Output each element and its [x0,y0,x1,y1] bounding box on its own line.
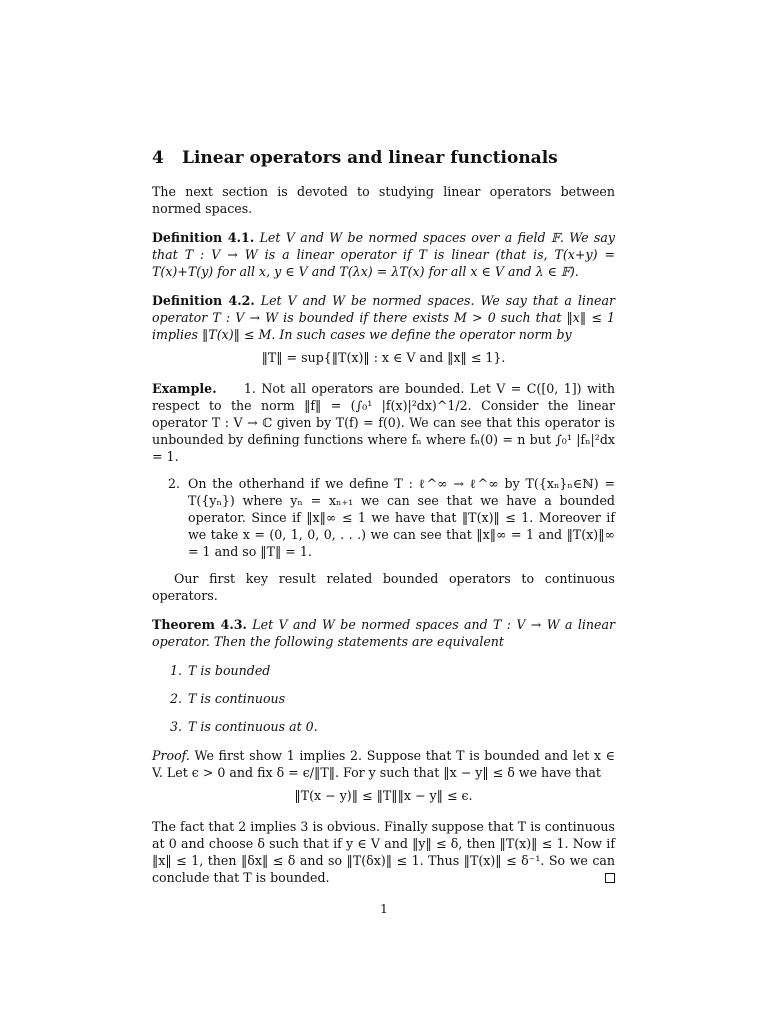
definition-label: Definition 4.1. [152,230,255,245]
theorem-item-text: T is continuous [188,691,286,706]
proof-paragraph [152,747,615,781]
theorem-item-text: T is bounded [188,663,271,678]
example-item-text: Not all operators are bounded. Let V = C([0, 1]) with respect to the norm ‖f‖ = (∫₀¹ |f(x)|²dx)^1/2. Consider the linear operator T : V → ℂ given by T(f) = f(0). We can see that this operator is unbounded by defining functions where fₙ where fₙ(0) = n but ∫₀¹ |fₙ|²dx = 1. [152,381,615,464]
example-item-2 [152,475,615,560]
definition-label: Definition 4.2. [152,293,255,308]
theorem-item [152,690,615,707]
theorem-item-label: 2. [170,691,183,706]
section-title: Linear operators and linear functionals [182,148,558,168]
proof-closing [152,818,615,886]
example-item-label: 2. [168,476,181,491]
section-number: 4 [152,148,164,168]
theorem-label: Theorem 4.3. [152,617,247,632]
theorem-item-label: 1. [170,663,183,678]
definition-text: Let V and W be normed spaces. We say that a linear operator T : V → W is bounded if there exists M > 0 such that ‖x‖ ≤ 1 implies ‖T(x)‖ ≤ M. In such cases we define the operator norm by [152,293,615,342]
theorem-item [152,662,615,679]
theorem-4-3 [152,616,615,650]
proof-text: We first show 1 implies 2. Suppose that T is bounded and let x ∈ V. Let ϵ > 0 and fix δ = ϵ/‖T‖. For y such that ‖x − y‖ ≤ δ we have that [152,748,615,780]
section-heading [152,150,615,167]
theorem-list [152,662,615,735]
intro-paragraph: The next section is devoted to studying linear operators between normed spaces. [152,184,615,216]
example-item-label: 1. [243,381,256,396]
example-block [152,380,615,560]
proof-closing-text: The fact that 2 implies 3 is obvious. Finally suppose that T is continuous at 0 and choose δ such that if y ∈ V and ‖y‖ ≤ δ, then ‖T(x)‖ ≤ 1. Now if ‖x‖ ≤ 1, then ‖δx‖ ≤ δ and so ‖T(δx)‖ ≤ 1. Thus ‖T(x)‖ ≤ δ⁻¹. So we can conclude that T is bounded. [152,819,615,885]
definition-4-2 [152,292,615,343]
definition-text: Let V and W be normed spaces over a field 𝔽. We say that T : V → W is a linear operator if T is linear (that is, T(x+y) = T(x)+T(y) for all x, y ∈ V and T(λx) = λT(x) for all x ∈ V and λ ∈ 𝔽). [152,230,615,279]
page-number: 1 [380,902,388,916]
key-result-paragraph: Our first key result related bounded operators to continuous operators. [152,571,615,603]
theorem-item-text: T is continuous at 0. [188,719,318,734]
example-item-1 [152,380,615,465]
operator-norm-equation: ‖T‖ = sup{‖T(x)‖ : x ∈ V and ‖x‖ ≤ 1}. [261,350,506,365]
definition-4-1 [152,229,615,280]
theorem-text: Let V and W be normed spaces and T : V → W a linear operator. Then the following statements are equivalent [152,617,615,649]
example-label: Example. [152,381,217,396]
page-body [152,150,615,898]
theorem-item-label: 3. [170,719,183,734]
proof-equation: ‖T(x − y)‖ ≤ ‖T‖‖x − y‖ ≤ ϵ. [294,788,473,803]
qed-square-icon [605,873,615,883]
theorem-item [152,718,615,735]
proof-label: Proof. [152,748,190,763]
example-item-text: On the otherhand if we define T : ℓ^∞ → ℓ^∞ by T({xₙ}ₙ∈ℕ) = T({yₙ}) where yₙ = xₙ₊₁ we can see that we have a bounded operator. Since if ‖x‖∞ ≤ 1 we have that ‖T(x)‖ ≤ 1. Moreover if we take x = (0, 1, 0, 0, . . .) we can see that ‖x‖∞ = 1 and ‖T(x)‖∞ = 1 and so ‖T‖ = 1. [188,476,615,559]
